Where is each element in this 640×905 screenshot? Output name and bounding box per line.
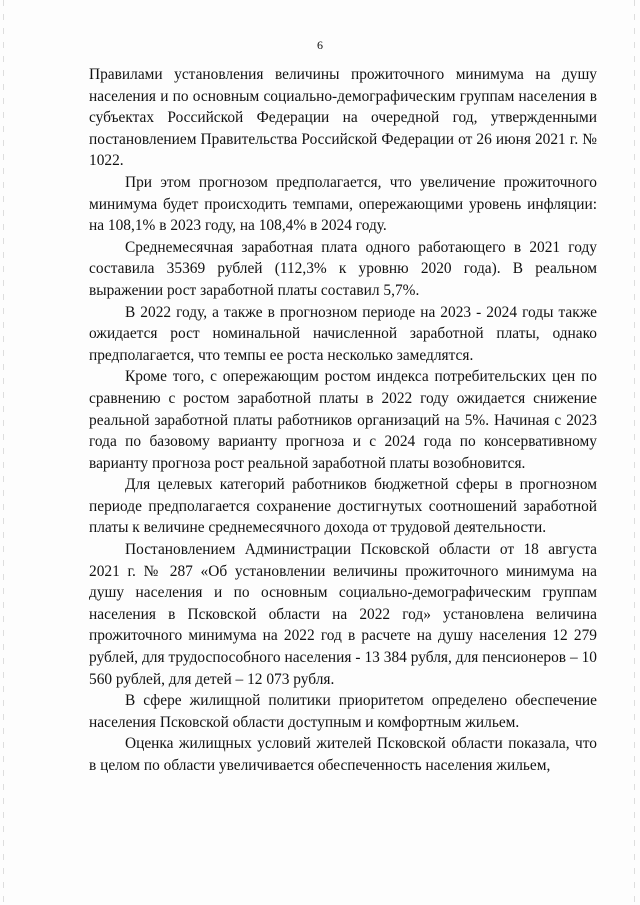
paragraph-average-salary: Среднемесячная заработная плата одного работающего в 2021 году составила 35369 рублей (112,3% к уровню 2020 года). В реальном выражении рост заработной платы составил 5,7%. xyxy=(89,238,597,299)
scan-edge-left xyxy=(3,0,4,905)
paragraph-real-salary: Кроме того, с опережающим ростом индекса потребительских цен по сравнению с ростом заработной платы в 2022 году ожидается снижение реальной заработной платы работников организаций на 5%. Начиная с 2023 года по базовому варианту прогноза и с 2024 года по консервативному варианту прогноза рост реальной заработной платы возобновится. xyxy=(89,368,597,472)
body-text xyxy=(89,64,597,777)
paragraph-nominal-salary: В 2022 году, а также в прогнозном периоде на 2023 - 2024 годы также ожидается рост номинальной начисленной заработной платы, однако предполагается, что темпы ее роста несколько замедлятся. xyxy=(89,303,597,364)
paragraph-continuation: Правилами установления величины прожиточного минимума на душу населения и по основным социально-демографическим группам населения в субъектах Российской Федерации на очередной год, утвержденными постановлением Правительства Российской Федерации от 26 июня 2021 г. № 1022. xyxy=(89,66,597,170)
scan-edge-right xyxy=(634,0,635,905)
paragraph-subsistence-forecast: При этом прогнозом предполагается, что увеличение прожиточного минимума будет происходить темпами, опережающими уровень инфляции: на 108,1% в 2023 году, на 108,4% в 2024 году. xyxy=(89,173,597,235)
paragraph-regional-decree: Постановлением Администрации Псковской области от 18 августа 2021 г. № 287 «Об установлении величины прожиточного минимума на душу населения и по основным социально-демографическим группам населения в Псковской области на 2022 год» установлена величина прожиточного минимума на 2022 год в расчете на душу населения 12 279 рублей, для трудоспособного населения - 13 384 рубля, для пенсионеров – 10 560 рублей, для детей – 12 073 рубля. xyxy=(89,541,597,688)
paragraph-budget-workers: Для целевых категорий работников бюджетной сферы в прогнозном периоде предполагается сохранение достигнутых соотношений заработной платы к величине среднемесячного дохода от трудовой деятельности. xyxy=(89,476,597,537)
paragraph-housing-policy: В сфере жилищной политики приоритетом определено обеспечение населения Псковской области доступным и комфортным жильем. xyxy=(89,692,597,731)
page-number: 6 xyxy=(317,38,323,52)
paragraph-housing-assessment: Оценка жилищных условий жителей Псковской области показала, что в целом по области увеличивается обеспеченность населения жильем, xyxy=(89,735,597,774)
